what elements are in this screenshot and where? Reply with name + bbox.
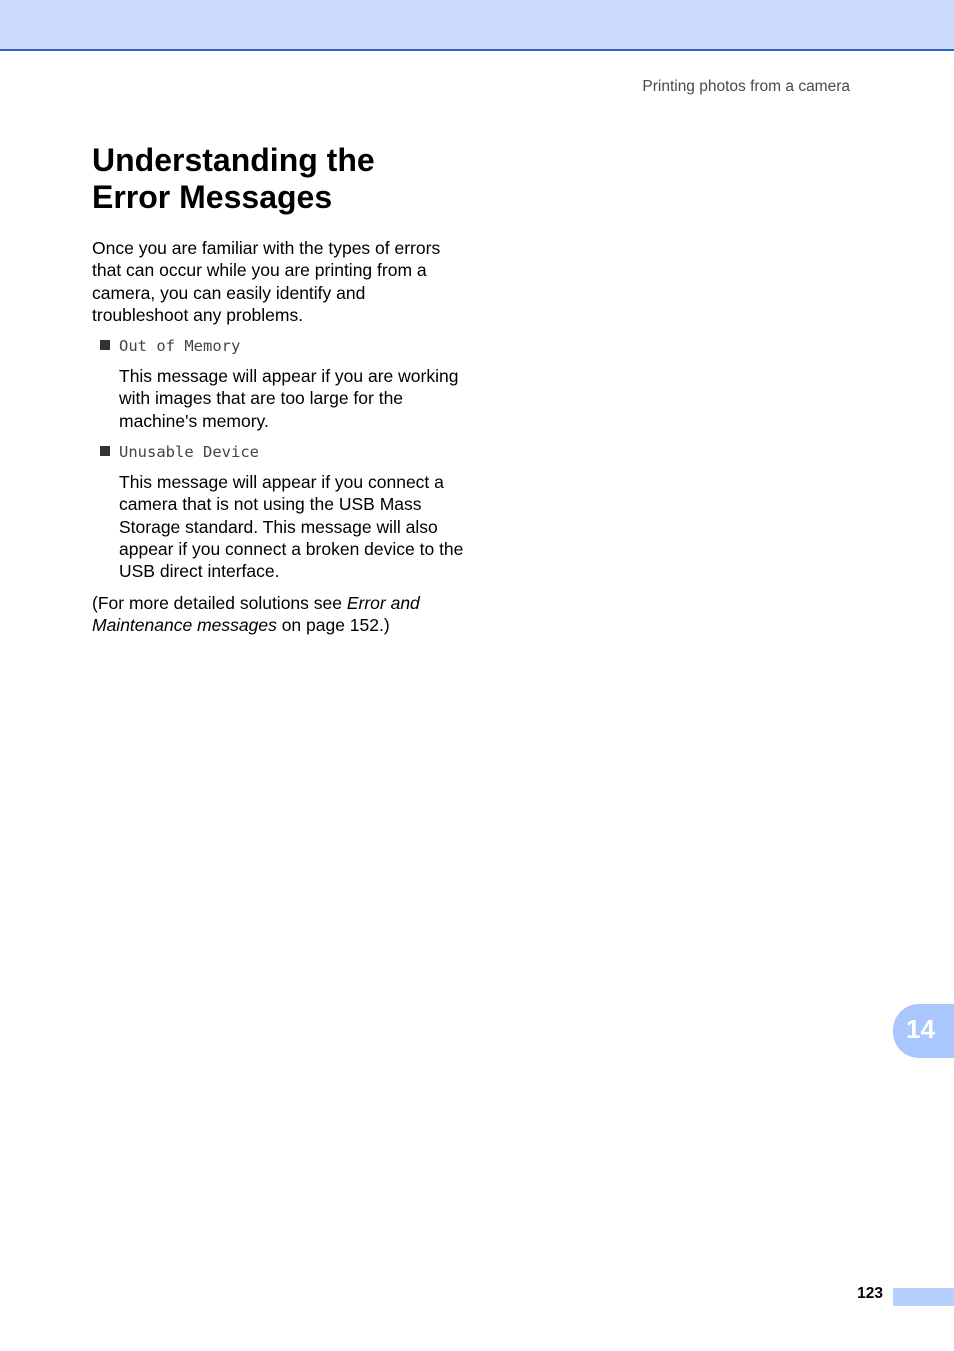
intro-paragraph: Once you are familiar with the types of errors that can occur while you are printing from a camera, you can easily identify and troubleshoot any problems. xyxy=(92,238,441,325)
error-code: Out of Memory xyxy=(119,337,241,356)
closing-suffix: on page 152.) xyxy=(276,614,390,635)
error-description: This message will appear if you connect a camera that is not using the USB Mass Storage standard. This message will also appear if you connect a broken device to the USB direct interface. xyxy=(119,472,464,582)
chapter-tab xyxy=(893,1004,954,1058)
square-bullet-icon xyxy=(100,340,110,350)
main-content xyxy=(92,237,464,636)
error-item xyxy=(92,335,464,432)
header-band xyxy=(0,0,954,51)
page-title-line-2: Error Messages xyxy=(92,179,333,215)
page-title-line-1: Understanding the xyxy=(92,142,375,178)
page-title xyxy=(92,142,472,216)
error-code: Unusable Device xyxy=(119,443,259,462)
running-header: Printing photos from a camera xyxy=(642,78,850,95)
error-description: This message will appear if you are working with images that are too large for the machine's memory. xyxy=(119,366,459,431)
page-number: 123 xyxy=(857,1285,883,1302)
square-bullet-icon xyxy=(100,446,110,456)
cross-reference-part-2: Maintenance messages xyxy=(92,614,277,635)
error-item xyxy=(92,441,464,582)
chapter-number: 14 xyxy=(906,1014,935,1044)
closing-prefix: (For more detailed solutions see xyxy=(92,592,347,613)
closing-note xyxy=(92,592,464,637)
page-number-bar xyxy=(893,1288,954,1306)
cross-reference-part-1: Error and xyxy=(346,592,420,613)
